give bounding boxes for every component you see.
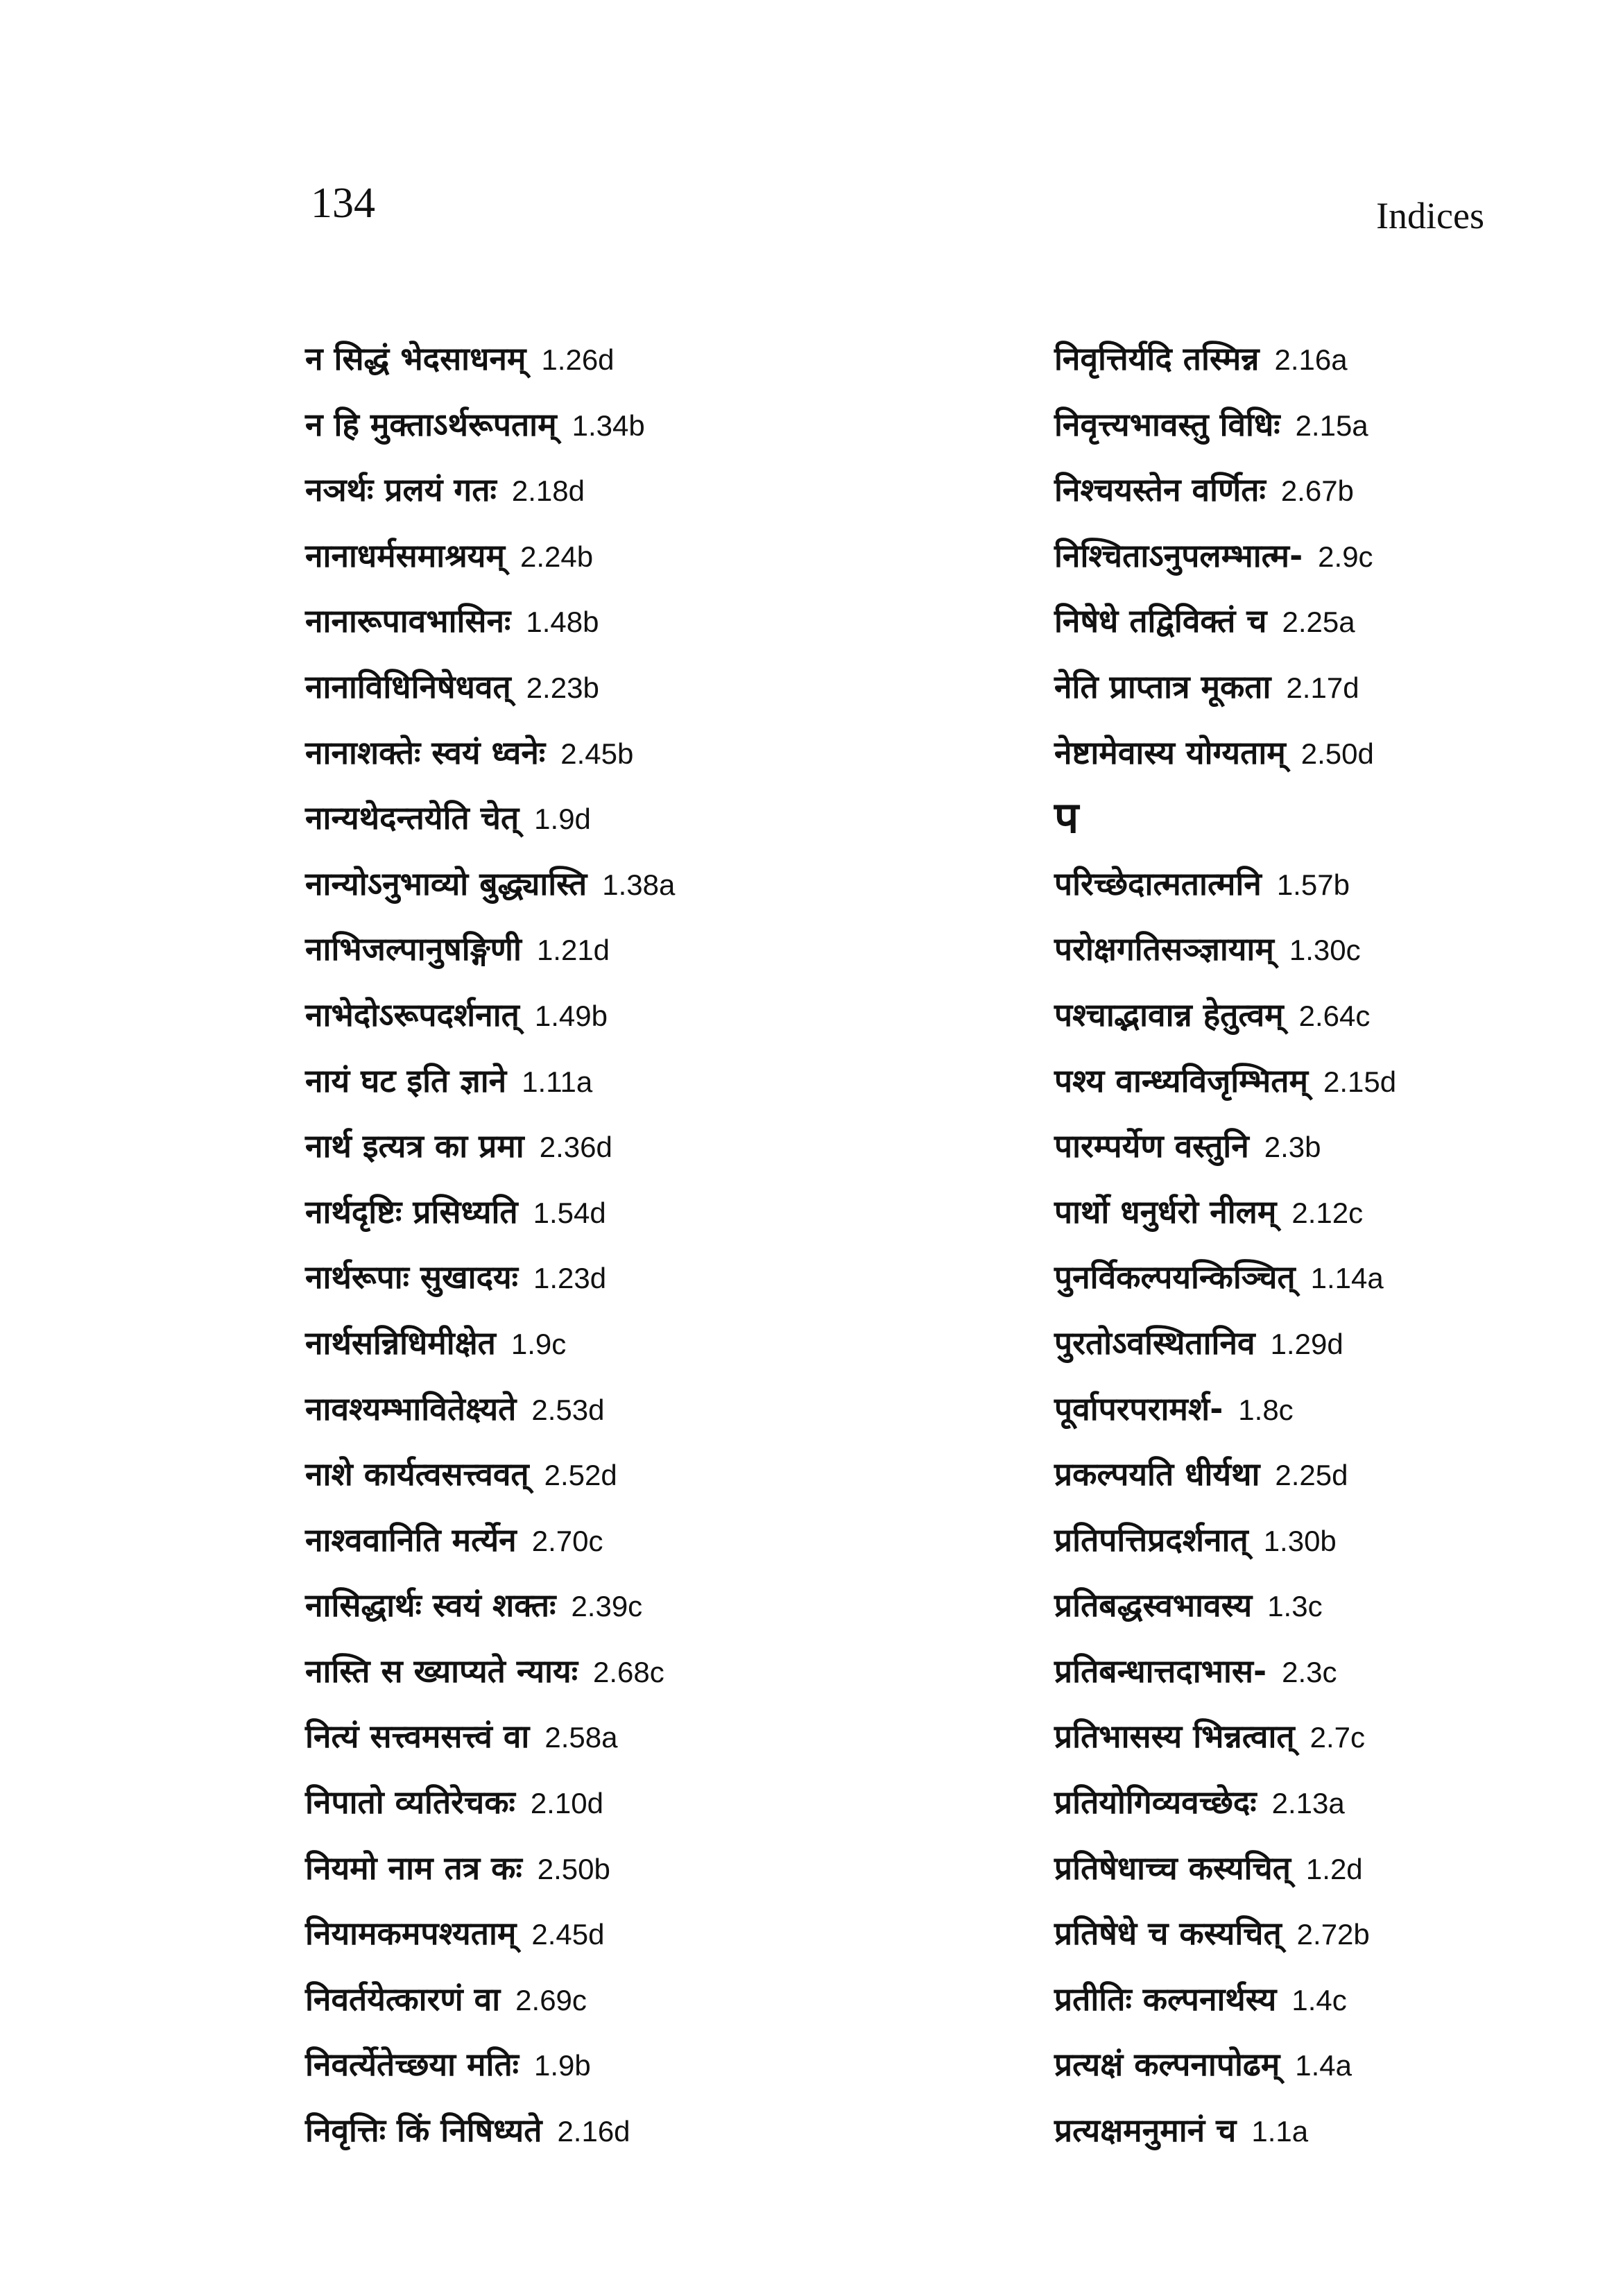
index-entry xyxy=(305,2098,929,2164)
index-entry xyxy=(1054,1179,1568,1245)
index-entry xyxy=(305,720,929,786)
verse-quarter-text: निषेधे तद्विविक्तं च xyxy=(1054,602,1267,640)
verse-quarter-text: पुरतोऽवस्थितानिव xyxy=(1054,1323,1255,1362)
verse-quarter-text: प्रतिषेधाच्च कस्यचित् xyxy=(1054,1849,1291,1887)
verse-quarter-text: नार्थ इत्यत्र का प्रमा xyxy=(305,1127,524,1165)
index-entry xyxy=(1054,1376,1568,1442)
verse-quarter-text: नेष्टामेवास्य योग्यताम् xyxy=(1054,733,1286,771)
index-entry xyxy=(305,1704,929,1770)
verse-quarter-text: नासिद्धार्थः स्वयं शक्तः xyxy=(305,1586,556,1625)
verse-quarter-text: पार्थो धनुर्धरो नीलम् xyxy=(1054,1192,1277,1231)
verse-quarter-text: पश्य वान्ध्यविजृम्भितम् xyxy=(1054,1061,1308,1099)
verse-reference: 1.9c xyxy=(510,1327,567,1360)
verse-quarter-text: नानाधर्मसमाश्रयम् xyxy=(305,536,505,574)
verse-reference: 1.8c xyxy=(1238,1393,1294,1426)
verse-reference: 2.16a xyxy=(1274,343,1348,376)
verse-reference: 2.70c xyxy=(531,1524,603,1557)
verse-reference: 2.53d xyxy=(531,1393,605,1426)
verse-quarter-text: पश्चाद्भावान्न हेतुत्वम् xyxy=(1054,995,1284,1034)
index-entry xyxy=(1054,982,1568,1048)
verse-reference: 1.34b xyxy=(572,409,645,442)
verse-reference: 2.15d xyxy=(1323,1065,1397,1098)
verse-reference: 1.30b xyxy=(1263,1524,1337,1557)
index-entry xyxy=(305,588,929,654)
verse-reference: 1.11a xyxy=(522,1065,593,1098)
index-entry xyxy=(305,1244,929,1310)
verse-quarter-text: प्रतिभासस्य भिन्नत्वात् xyxy=(1054,1717,1295,1756)
verse-quarter-text: नार्थदृष्टिः प्रसिध्यति xyxy=(305,1192,518,1231)
index-entry xyxy=(1054,326,1568,392)
verse-reference: 2.39c xyxy=(571,1590,643,1623)
verse-quarter-text: न हि मुक्ताऽर्थरूपताम् xyxy=(305,405,557,443)
running-head: Indices xyxy=(1376,195,1484,237)
verse-reference: 2.45b xyxy=(560,737,634,770)
index-entry xyxy=(1054,916,1568,982)
verse-reference: 2.7c xyxy=(1309,1721,1366,1754)
verse-quarter-text: नानाशक्तेः स्वयं ध्वनेः xyxy=(305,733,546,771)
verse-reference: 1.1a xyxy=(1251,2115,1309,2148)
index-entry xyxy=(1054,1835,1568,1901)
verse-quarter-text: निवर्त्येतेच्छया मतिः xyxy=(305,2046,519,2084)
verse-quarter-text: नाश्ववानिति मर्त्येन xyxy=(305,1520,517,1559)
section-letter xyxy=(1054,785,1568,851)
index-entry xyxy=(305,785,929,851)
verse-quarter-text: नार्थरूपाः सुखादयः xyxy=(305,1258,518,1296)
verse-quarter-text: नावश्यम्भावितेक्ष्यते xyxy=(305,1389,517,1428)
index-entry xyxy=(1054,1770,1568,1835)
verse-reference: 2.67b xyxy=(1280,474,1354,508)
verse-quarter-text: नाभिजल्पानुषङ्गिणी xyxy=(305,930,522,968)
verse-quarter-text: पुनर्विकल्पयन्किञ्चित् xyxy=(1054,1258,1296,1296)
verse-reference: 1.26d xyxy=(541,343,615,376)
verse-reference: 2.9c xyxy=(1318,540,1373,573)
verse-reference: 2.12c xyxy=(1291,1196,1364,1229)
verse-reference: 2.16d xyxy=(557,2115,630,2148)
index-entry xyxy=(305,1573,929,1638)
verse-quarter-text: निश्चिताऽनुपलम्भात्म- xyxy=(1054,536,1303,574)
verse-reference: 2.72b xyxy=(1296,1918,1370,1951)
index-entry xyxy=(1054,851,1568,917)
index-entry xyxy=(1054,2032,1568,2098)
verse-quarter-text: निवर्तयेत्कारणं वा xyxy=(305,1980,501,2018)
verse-reference: 2.50d xyxy=(1300,737,1374,770)
verse-reference: 2.36d xyxy=(539,1131,612,1164)
index-entry xyxy=(305,2032,929,2098)
index-entry xyxy=(1054,588,1568,654)
verse-reference: 2.17d xyxy=(1286,671,1359,704)
verse-reference: 2.50b xyxy=(537,1852,610,1885)
verse-quarter-text: नान्यथेदन्तयेति चेत् xyxy=(305,799,519,837)
verse-quarter-text: प्रतियोगिव्यवच्छेदः xyxy=(1054,1783,1257,1822)
verse-quarter-text: नञर्थः प्रलयं गतः xyxy=(305,471,497,509)
verse-reference: 1.4a xyxy=(1295,2049,1352,2082)
verse-reference: 1.4c xyxy=(1291,1983,1347,2016)
index-entry xyxy=(305,1835,929,1901)
verse-reference: 1.54d xyxy=(533,1196,606,1229)
index-entry xyxy=(1054,523,1568,589)
index-entry xyxy=(1054,2098,1568,2164)
verse-quarter-text: निपातो व्यतिरेचकः xyxy=(305,1783,515,1822)
verse-reference: 1.9d xyxy=(534,803,591,836)
index-entry xyxy=(305,654,929,720)
verse-quarter-text: नियमो नाम तत्र कः xyxy=(305,1849,522,1887)
verse-reference: 2.25a xyxy=(1282,606,1355,639)
index-entry xyxy=(305,523,929,589)
verse-quarter-text: पारम्पर्येण वस्तुनि xyxy=(1054,1127,1249,1165)
index-entry xyxy=(305,982,929,1048)
verse-quarter-text: प्रतिबद्धस्वभावस्य xyxy=(1054,1586,1253,1625)
index-entry xyxy=(305,1770,929,1835)
index-entry xyxy=(1054,720,1568,786)
index-entry xyxy=(305,1310,929,1376)
verse-reference: 1.57b xyxy=(1276,868,1350,901)
verse-reference: 1.48b xyxy=(526,606,599,639)
index-entry xyxy=(1054,1638,1568,1704)
index-column-right xyxy=(1054,326,1568,2164)
verse-reference: 2.58a xyxy=(544,1721,618,1754)
page-number: 134 xyxy=(311,180,375,227)
verse-quarter-text: प्रतिषेधे च कस्यचित् xyxy=(1054,1914,1282,1953)
index-entry xyxy=(305,457,929,523)
verse-quarter-text: प्रतिपत्तिप्रदर्शनात् xyxy=(1054,1520,1248,1559)
index-entry xyxy=(305,916,929,982)
verse-quarter-text: नानारूपावभासिनः xyxy=(305,602,511,640)
verse-reference: 1.49b xyxy=(534,999,608,1032)
verse-quarter-text: नेति प्राप्तात्र मूकता xyxy=(1054,667,1271,705)
index-column-left xyxy=(305,326,929,2164)
verse-reference: 2.3c xyxy=(1282,1655,1337,1688)
verse-quarter-text: निवृत्तिर्यदि तस्मिन्न xyxy=(1054,340,1260,377)
index-entry xyxy=(1054,1310,1568,1376)
verse-quarter-text: निवृत्त्यभावस्तु विधिः xyxy=(1054,405,1280,443)
index-entry xyxy=(1054,1441,1568,1507)
index-entry xyxy=(305,1441,929,1507)
verse-reference: 2.45d xyxy=(531,1918,605,1951)
index-entry xyxy=(1054,1244,1568,1310)
index-entry xyxy=(1054,1113,1568,1179)
index-entry xyxy=(305,1507,929,1573)
index-entry xyxy=(305,1638,929,1704)
verse-reference: 2.24b xyxy=(519,540,594,573)
index-entry xyxy=(1054,1048,1568,1114)
verse-quarter-text: निश्चयस्तेन वर्णितः xyxy=(1054,471,1266,509)
verse-reference: 1.38a xyxy=(602,868,676,901)
verse-reference: 2.13a xyxy=(1271,1787,1345,1820)
verse-quarter-text: परिच्छेदात्मतात्मनि xyxy=(1054,864,1262,902)
verse-quarter-text: प्रतीतिः कल्पनार्थस्य xyxy=(1054,1980,1277,2018)
verse-quarter-text: प्रतिबन्धात्तदाभास- xyxy=(1054,1652,1267,1690)
verse-quarter-text: न सिद्धं भेदसाधनम् xyxy=(305,340,526,377)
verse-reference: 2.23b xyxy=(526,671,599,704)
verse-reference: 1.3c xyxy=(1267,1590,1323,1623)
verse-quarter-text: पूर्वापरपरामर्श- xyxy=(1054,1389,1223,1428)
index-entry xyxy=(1054,1901,1568,1967)
index-entry xyxy=(305,1901,929,1967)
verse-quarter-text: प्रत्यक्षमनुमानं च xyxy=(1054,2111,1237,2150)
verse-reference: 2.15a xyxy=(1295,409,1368,442)
verse-quarter-text: नास्ति स ख्याप्यते न्यायः xyxy=(305,1652,578,1690)
index-entry xyxy=(305,326,929,392)
index-entry xyxy=(305,1179,929,1245)
index-entry xyxy=(1054,1967,1568,2032)
verse-reference: 2.64c xyxy=(1298,999,1371,1032)
index-entry xyxy=(1054,654,1568,720)
index-entry xyxy=(305,1967,929,2032)
verse-reference: 2.69c xyxy=(515,1983,587,2016)
verse-reference: 2.25d xyxy=(1275,1459,1348,1492)
verse-reference: 1.21d xyxy=(536,934,610,967)
verse-reference: 2.10d xyxy=(530,1787,603,1820)
index-entry xyxy=(305,392,929,458)
index-entry xyxy=(305,1113,929,1179)
verse-reference: 1.9b xyxy=(533,2049,591,2082)
verse-quarter-text: नाशे कार्यत्वसत्त्ववत् xyxy=(305,1455,529,1493)
verse-reference: 2.52d xyxy=(544,1459,617,1492)
verse-quarter-text: परोक्षगतिसञ्ज्ञायाम् xyxy=(1054,930,1274,968)
verse-reference: 1.29d xyxy=(1270,1327,1343,1360)
verse-reference: 2.3b xyxy=(1264,1131,1321,1164)
index-entry xyxy=(305,1376,929,1442)
index-entry xyxy=(1054,1507,1568,1573)
section-letter-text: प xyxy=(1054,792,1079,843)
verse-reference: 1.14a xyxy=(1310,1262,1384,1295)
index-entry xyxy=(1054,1704,1568,1770)
verse-quarter-text: नान्योऽनुभाव्यो बुद्ध्यास्ति xyxy=(305,864,587,902)
verse-quarter-text: नायं घट इति ज्ञाने xyxy=(305,1061,507,1099)
verse-reference: 1.23d xyxy=(533,1262,607,1295)
verse-quarter-text: नार्थसन्निधिमीक्षेत xyxy=(305,1323,496,1362)
verse-quarter-text: नित्यं सत्त्वमसत्त्वं वा xyxy=(305,1717,530,1756)
verse-quarter-text: निवृत्तिः किं निषिध्यते xyxy=(305,2111,542,2150)
verse-quarter-text: नियामकमपश्यताम् xyxy=(305,1914,517,1953)
index-entry xyxy=(1054,457,1568,523)
verse-quarter-text: नाभेदोऽरूपदर्शनात् xyxy=(305,995,519,1034)
verse-reference: 1.2d xyxy=(1305,1852,1363,1885)
verse-quarter-text: प्रकल्पयति धीर्यथा xyxy=(1054,1455,1260,1493)
verse-quarter-text: नानाविधिनिषेधवत् xyxy=(305,667,511,705)
verse-reference: 1.30c xyxy=(1289,934,1361,967)
verse-quarter-text: प्रत्यक्षं कल्पनापोढम् xyxy=(1054,2046,1280,2084)
index-entry xyxy=(1054,392,1568,458)
index-entry xyxy=(305,1048,929,1114)
verse-reference: 2.18d xyxy=(511,474,585,508)
index-entry xyxy=(1054,1573,1568,1638)
index-entry xyxy=(305,851,929,917)
verse-reference: 2.68c xyxy=(593,1655,664,1688)
